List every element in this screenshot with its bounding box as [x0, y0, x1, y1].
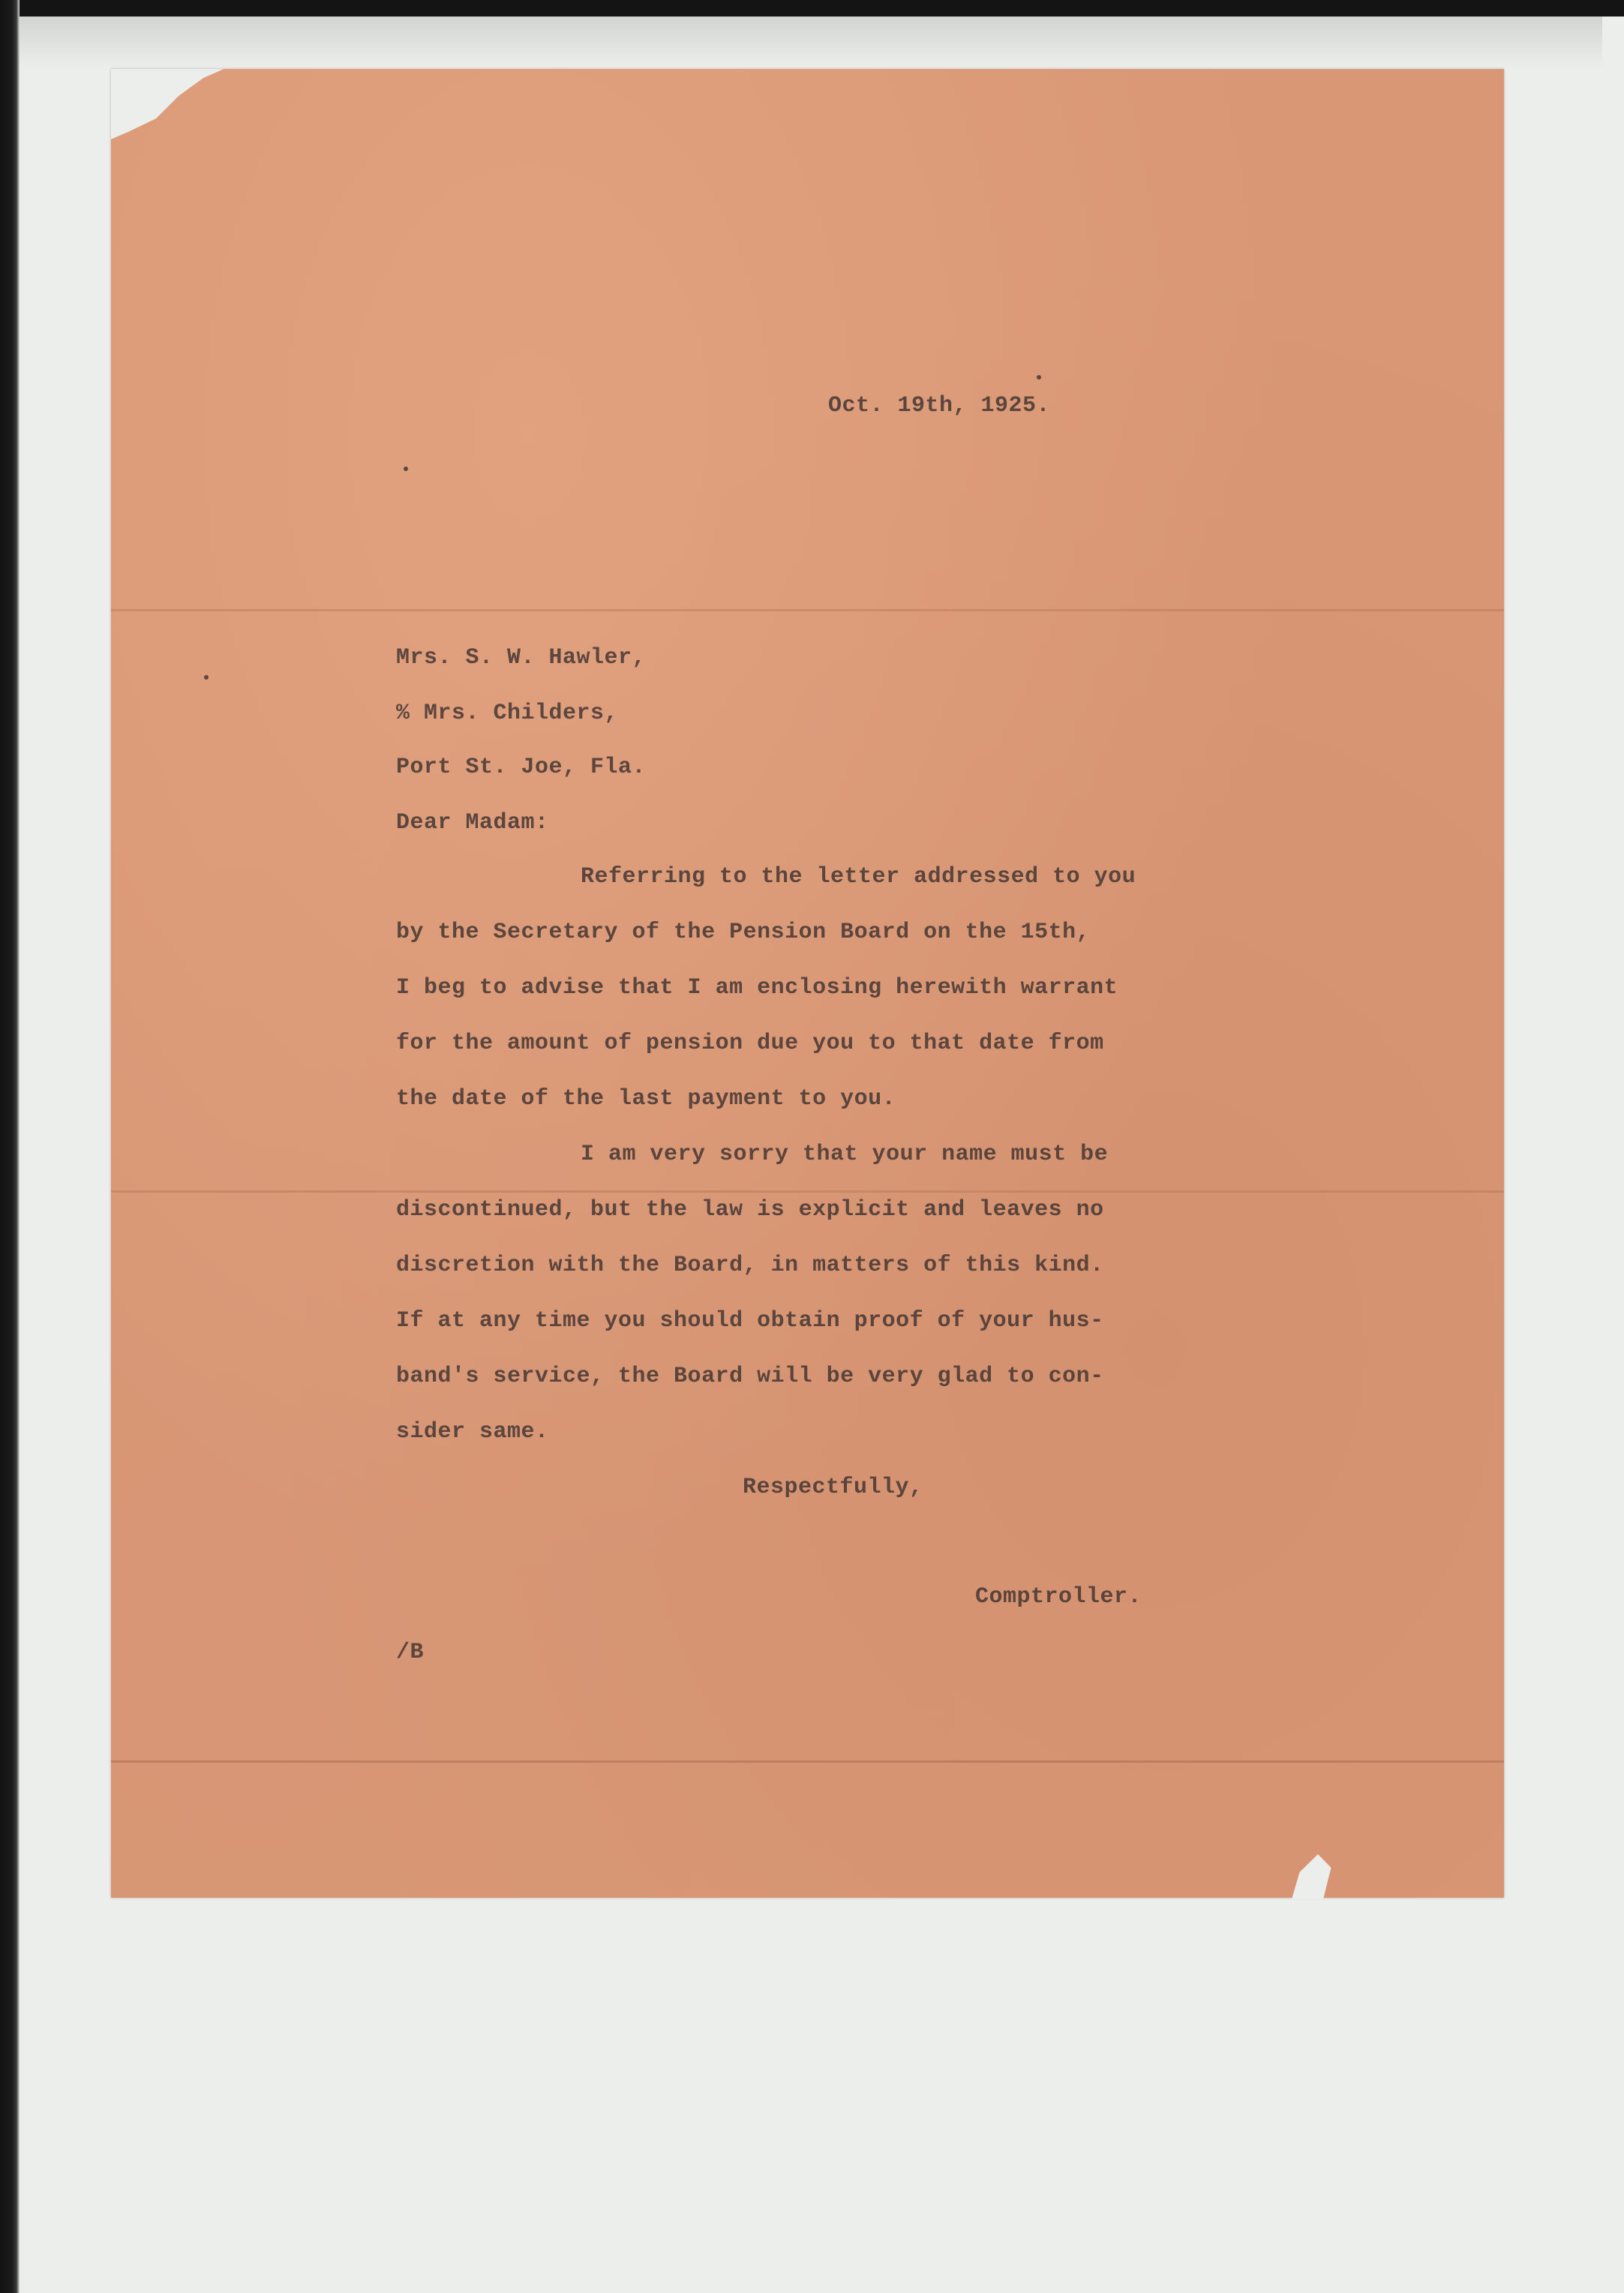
body-line: I beg to advise that I am enclosing herewith warrant	[396, 975, 1118, 1001]
recipient-care-of: % Mrs. Childers,	[396, 701, 619, 726]
scanner-left-edge	[0, 0, 20, 2293]
fold-line	[111, 609, 1504, 611]
recipient-name: Mrs. S. W. Hawler,	[396, 645, 647, 671]
ink-speck	[1037, 375, 1041, 380]
body-line: I am very sorry that your name must be	[581, 1142, 1109, 1167]
ink-speck	[404, 467, 408, 471]
salutation: Dear Madam:	[396, 810, 549, 836]
typist-initials: /B	[396, 1640, 425, 1665]
scanner-top-edge	[0, 0, 1624, 17]
body-line: by the Secretary of the Pension Board on the 15th,	[396, 920, 1091, 945]
body-line: band's service, the Board will be very glad to con-	[396, 1364, 1104, 1389]
letter-sheet	[111, 69, 1504, 1898]
body-line: discontinued, but the law is explicit and leaves no	[396, 1197, 1104, 1223]
closing: Respectfully,	[743, 1475, 923, 1500]
scanner-shadow	[20, 17, 1602, 69]
body-line: the date of the last payment to you.	[396, 1086, 896, 1112]
ink-speck	[204, 675, 209, 680]
body-line: sider same.	[396, 1419, 549, 1445]
body-line: Referring to the letter addressed to you	[581, 864, 1136, 890]
body-line: If at any time you should obtain proof of your hus-	[396, 1308, 1104, 1334]
torn-corner	[111, 69, 224, 159]
letter-date: Oct. 19th, 1925.	[828, 393, 1051, 419]
recipient-city: Port St. Joe, Fla.	[396, 755, 647, 780]
paper-nick	[1281, 1854, 1334, 1899]
fold-line	[111, 1190, 1504, 1193]
signature-title: Comptroller.	[975, 1584, 1142, 1610]
body-line: discretion with the Board, in matters of this kind.	[396, 1253, 1104, 1278]
fold-line	[111, 1760, 1504, 1763]
body-line: for the amount of pension due you to that date from	[396, 1031, 1104, 1056]
